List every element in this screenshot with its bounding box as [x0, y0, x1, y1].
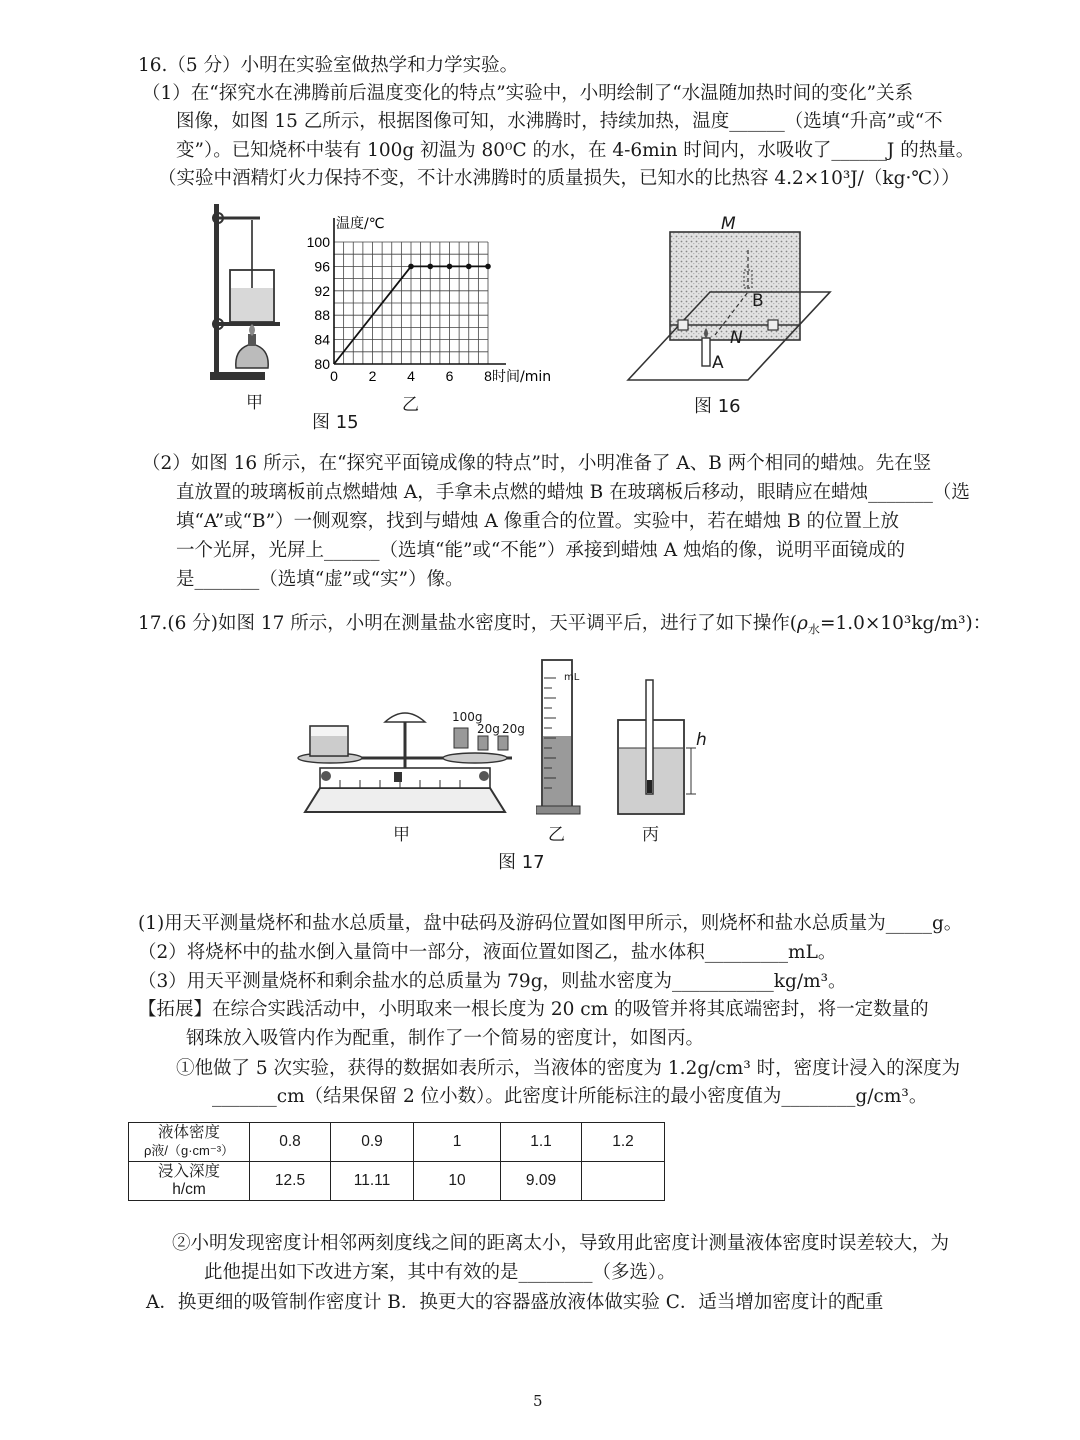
q16-part2-line3: 填“A”或“B”）一侧观察，找到与蜡烛 A 像重合的位置。实验中，若在蜡烛 B 的位置上放	[176, 511, 900, 532]
fig16-caption: 图 16	[694, 396, 741, 417]
fig17-label-jia: 甲	[393, 825, 410, 845]
y-tick-label: 92	[314, 282, 330, 299]
fig17-weight-100g: 100g	[452, 710, 483, 724]
table-cell: 1.1	[501, 1123, 582, 1162]
table-cell: 0.8	[250, 1123, 331, 1162]
data-point	[485, 264, 491, 270]
y-tick-label: 84	[314, 331, 330, 348]
table-cell: 12.5	[250, 1162, 331, 1201]
q16-part2-line2: 直放置的玻璃板前点燃蜡烛 A，手拿未点燃的蜡烛 B 在玻璃板后移动，眼睛应在蜡烛_______（选	[176, 482, 970, 503]
table-cell: 10	[414, 1162, 501, 1201]
fig17-caption: 图 17	[498, 852, 545, 873]
y-axis-label: 温度/℃	[336, 216, 385, 232]
y-tick-label: 100	[306, 234, 330, 250]
table-cell: 11.11	[331, 1162, 414, 1201]
q17-step3: （3）用天平测量烧杯和剩余盐水的总质量为 79g，则盐水密度为___________kg/m³。	[138, 971, 847, 992]
table-cell: 1	[414, 1123, 501, 1162]
page-number: 5	[533, 1392, 543, 1410]
fig17-weight-20g-a: 20g	[477, 722, 500, 736]
x-tick-label: 6	[445, 368, 454, 384]
data-point	[447, 264, 453, 270]
q16-title: 16.（5 分）小明在实验室做热学和力学实验。	[138, 55, 519, 76]
q17-sub2-line1: ②小明发现密度计相邻两刻度线之间的距离太小，导致用此密度计测量液体密度时误差较大，为	[172, 1233, 950, 1254]
fig15-caption: 图 15	[312, 412, 359, 433]
q16-part1-line1: （1）在“探究水在沸腾前后温度变化的特点”实验中，小明绘制了“水温随加热时间的变化”关系	[142, 83, 914, 104]
y-tick-label: 88	[314, 307, 330, 324]
q17-extension-line1: 【拓展】在综合实践活动中，小明取来一根长度为 20 cm 的吸管并将其底端密封，将一定数量的	[138, 999, 929, 1020]
density-data-table	[128, 1122, 665, 1201]
q16-part1-line4: （实验中酒精灯火力保持不变，不计水沸腾时的质量损失，已知水的比热容 4.2×10³J/（kg·℃））	[158, 168, 960, 189]
q17-options: A．换更细的吸管制作密度计 B．换更大的容器盛放液体做实验 C．适当增加密度计的配重	[146, 1292, 884, 1313]
fig16-label-B: B	[752, 291, 764, 311]
table-cell: 1.2	[582, 1123, 665, 1162]
data-point	[466, 264, 472, 270]
q17-extension-line2: 钢珠放入吸管内作为配重，制作了一个简易的密度计，如图丙。	[186, 1028, 705, 1049]
fig17-cylinder-unit: mL	[564, 672, 580, 683]
fig17-h-label: h	[696, 730, 707, 750]
table-header-density: 液体密度 ρ液/（g·cm⁻³）	[129, 1123, 250, 1162]
table-row	[129, 1123, 665, 1162]
q17-sub1-line2: _______cm（结果保留 2 位小数）。此密度计所能标注的最小密度值为________g/cm³。	[212, 1086, 928, 1107]
fig15-label-yi: 乙	[402, 395, 419, 415]
q17-sub2-line2: 此他提出如下改进方案，其中有效的是________（多选）。	[204, 1262, 676, 1283]
table-cell: 9.09	[501, 1162, 582, 1201]
fig16-mirror-setup	[620, 210, 840, 390]
q16-part1-line2: 图像，如图 15 乙所示，根据图像可知，水沸腾时，持续加热，温度______（选填“升高”或“不	[176, 111, 943, 132]
data-point	[427, 264, 433, 270]
x-tick-label: 0	[330, 368, 338, 384]
fig16-label-M: M	[721, 214, 736, 234]
data-point	[408, 264, 414, 270]
q16-part1-line3: 变”）。已知烧杯中装有 100g 初温为 80⁰C 的水，在 4-6min 时间内，水吸收了______J 的热量。	[176, 140, 975, 161]
table-row	[129, 1162, 665, 1201]
q17-step2: （2）将烧杯中的盐水倒入量筒中一部分，液面位置如图乙，盐水体积_________mL。	[138, 942, 837, 963]
x-tick-label: 8	[484, 368, 492, 384]
fig16-label-A: A	[712, 353, 724, 373]
fig16-label-N: N	[730, 328, 743, 348]
fig17-density-meter	[610, 676, 710, 818]
q16-part2-line5: 是_______（选填“虚”或“实”）像。	[176, 569, 464, 590]
x-tick-label: 2	[368, 368, 377, 384]
x-axis-label: 时间/min	[492, 369, 552, 385]
q17-sub1-line1: ①他做了 5 次实验，获得的数据如表所示，当液体的密度为 1.2g/cm³ 时，密度计浸入的深度为	[176, 1058, 961, 1079]
fig15-label-jia: 甲	[246, 393, 263, 413]
x-tick-label: 4	[407, 368, 415, 384]
fig15-chart	[306, 208, 586, 394]
q16-part2-line1: （2）如图 16 所示，在“探究平面镜成像的特点”时，小明准备了 A、B 两个相同的蜡烛。先在竖	[142, 453, 932, 474]
y-tick-label: 96	[314, 258, 330, 275]
fig17-weight-20g-b: 20g	[502, 722, 525, 736]
q17-step1: (1)用天平测量烧杯和盐水总质量，盘中砝码及游码位置如图甲所示，则烧杯和盐水总质量为_____g。	[138, 913, 963, 934]
y-tick-label: 80	[314, 356, 330, 372]
table-cell	[582, 1162, 665, 1201]
fig17-label-bing: 丙	[642, 825, 659, 845]
table-header-depth: 浸入深度 h/cm	[129, 1162, 250, 1201]
table-cell: 0.9	[331, 1123, 414, 1162]
q17-intro: 17.(6 分)如图 17 所示，小明在测量盐水密度时，天平调平后，进行了如下操作$(\rho_水=1.0\times 10^3kg/m^3)$：	[138, 613, 992, 637]
fig15-apparatus	[200, 196, 300, 386]
fig17-label-yi: 乙	[548, 825, 565, 845]
q16-part2-line4: 一个光屏，光屏上______（选填“能”或“不能”）承接到蜡烛 A 烛焰的像，说明平面镜成的	[176, 540, 905, 561]
fig17-balance	[290, 700, 522, 820]
